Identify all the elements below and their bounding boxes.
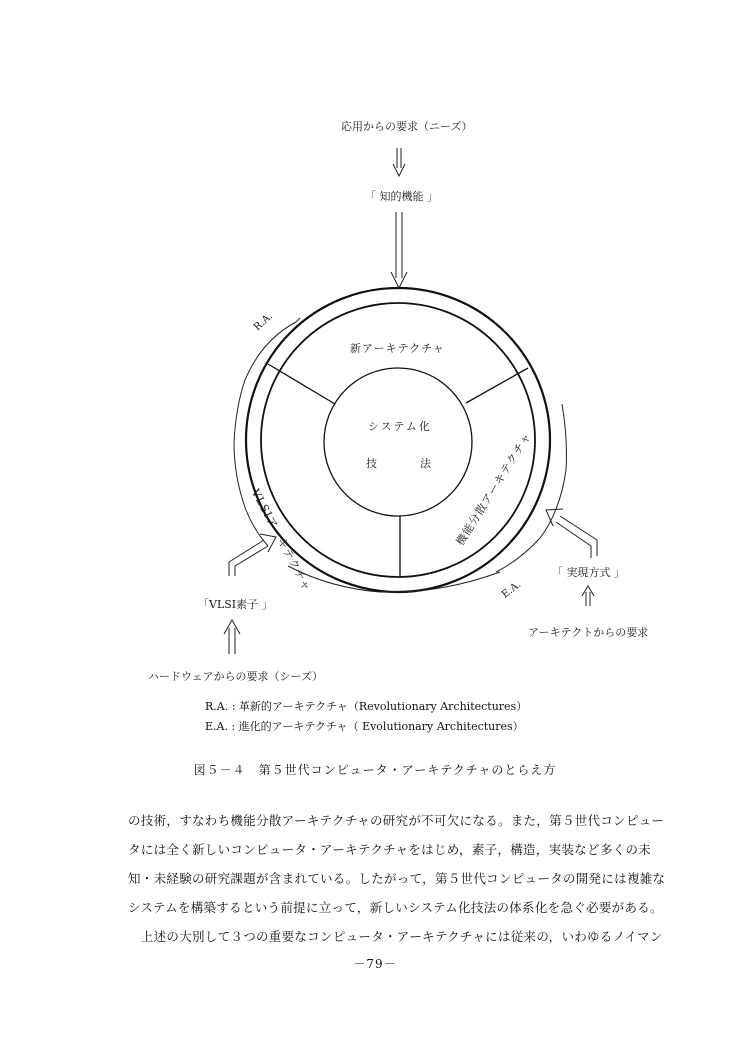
needs-label: 応用からの要求（ニーズ） [341, 120, 473, 133]
ra-label: R.A. [252, 310, 276, 334]
new-architecture-label: 新アーキテクチャ [350, 342, 445, 355]
body-text [128, 806, 698, 951]
intelligent-function-label: 「 知的機能 」 [365, 190, 438, 203]
architect-requirement-label: アーキテクトからの要求 [528, 626, 649, 639]
seeds-arrow [224, 620, 240, 654]
legend-ra [205, 698, 527, 714]
legend-ra-abbr: R.A. : [205, 700, 236, 713]
distributed-architecture-label: 機能分散アーキテクチャ [453, 430, 535, 548]
center-circle [324, 368, 472, 516]
center-line1: システム化 [368, 420, 432, 433]
center-line2-b: 法 [420, 457, 431, 470]
body-line: の技術，すなわち機能分散アーキテクチャの研究が不可欠になる。また，第５世代コンピュー [128, 813, 665, 828]
figure-caption: 図５－４ 第５世代コンピュータ・アーキテクチャのとらえ方 [193, 763, 557, 777]
page-number: －79－ [353, 957, 397, 971]
spoke-left [268, 364, 335, 404]
legend-ea [205, 718, 524, 734]
body-line: システムを構築するという前提に立って，新しいシステム化技法の体系化を急ぐ必要がある。 [128, 900, 663, 915]
vlsi-element-label: 「VLSI素子 」 [198, 598, 273, 611]
architect-arrow [582, 586, 594, 606]
realization-label: 「 実現方式 」 [552, 566, 625, 579]
vlsi-arrow [229, 534, 276, 576]
legend-ra-text: 革新的アーキテクチャ（Revolutionary Architectures） [238, 700, 528, 713]
body-line: タには全く新しいコンピュータ・アーキテクチャをはじめ，素子，構造，実装など多くの未 [128, 842, 652, 857]
needs-arrow [393, 148, 405, 176]
legend-ea-abbr: E.A. : [205, 720, 236, 733]
realization-arrow [546, 509, 597, 558]
vlsi-architecture-label: VLSIアーキテクチャ [248, 486, 314, 594]
seeds-label: ハードウェアからの要求（シーズ） [148, 670, 324, 683]
center-line2-a: 技 [366, 457, 377, 470]
function-arrow [391, 212, 407, 288]
spoke-right [466, 368, 528, 403]
body-line: 上述の大別して３つの重要なコンピュータ・アーキテクチャには従来の，いわゆるノイマン [128, 929, 663, 944]
body-line: 知・未経験の研究課題が含まれている。したがって，第５世代コンピュータの開発には複雑な [128, 871, 666, 886]
legend-ea-text: 進化的アーキテクチャ（ Evolutionary Architectures） [238, 720, 524, 733]
ea-label: E.A. [500, 579, 524, 601]
